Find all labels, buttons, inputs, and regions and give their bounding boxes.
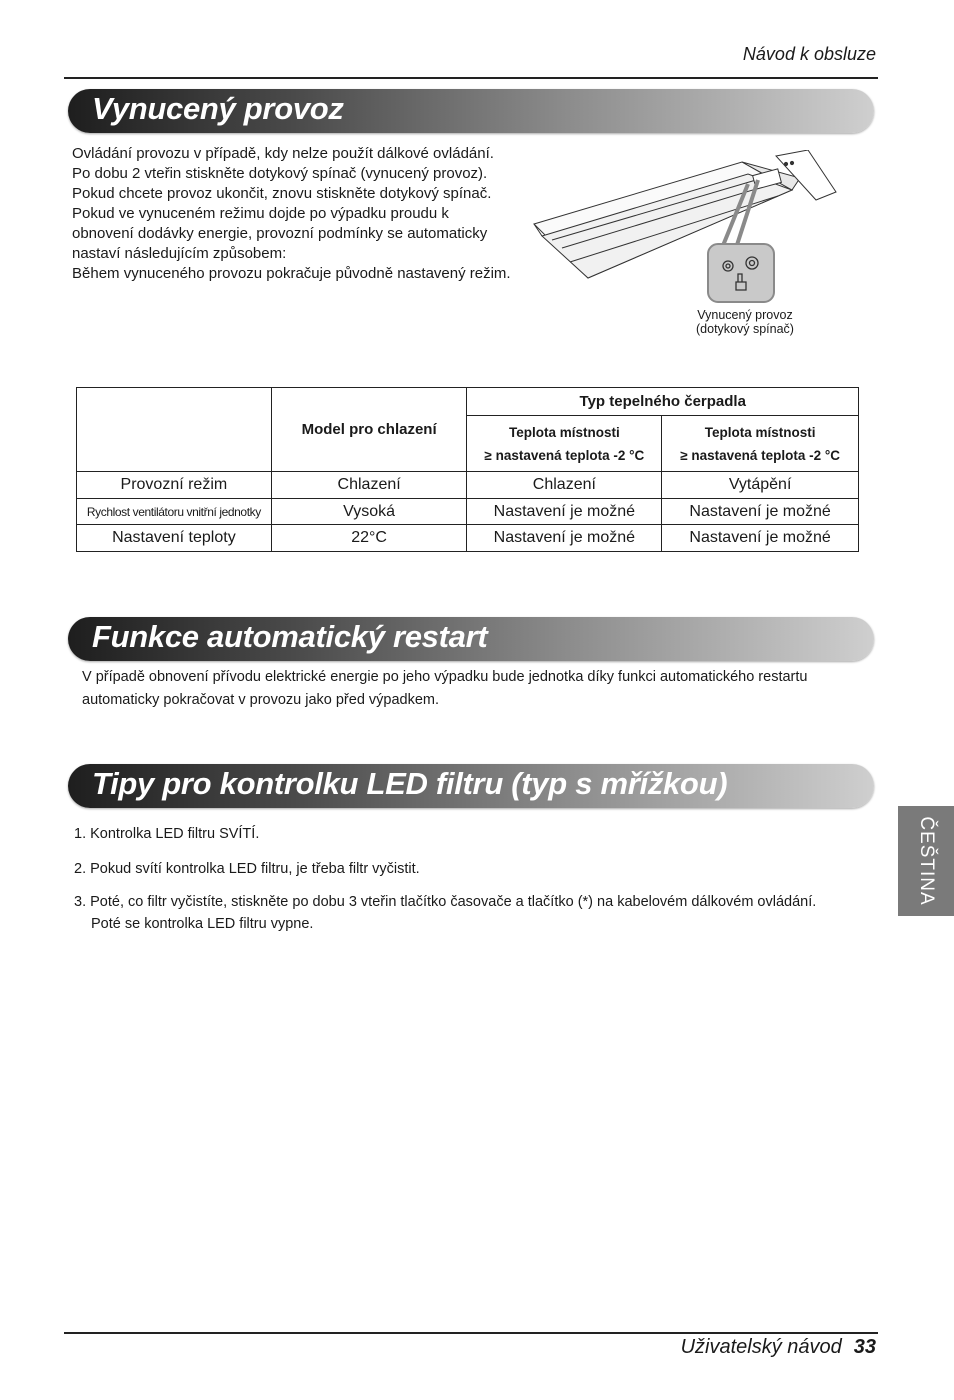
text-line: automaticky pokračovat v provozu jako před výpadkem. [82,692,440,708]
header-rule [64,77,878,79]
text-line: V případě obnovení přívodu elektrické energie po jeho výpadku bude jednotka díky funkci automatického restartu [82,669,808,685]
running-footer [681,1336,876,1359]
text-line: Po dobu 2 vteřin stiskněte dotykový spínač (vynucený provoz). [72,165,488,182]
text-line: obnovení dodávky energie, provozní podmínky se automaticky [72,225,488,242]
section-title-auto-restart: Funkce automatický restart [92,619,488,654]
table-row [77,525,859,552]
operation-conditions-table [76,387,859,552]
led-tip-item-continuation: Poté se kontrolka LED filtru vypne. [91,916,314,932]
row-label: Provozní režim [77,472,272,499]
led-tip-item: 2. Pokud svítí kontrolka LED filtru, je třeba filtr vyčistit. [74,861,420,877]
touch-switch-caption [682,308,808,336]
header-line: Teplota místnosti [704,424,816,440]
table-cell: Nastavení je možné [662,525,859,552]
table-cell: Nastavení je možné [467,525,662,552]
table-cell: Chlazení [271,472,467,499]
text-line: Pokud ve vynuceném režimu dojde po výpadku proudu k [72,205,449,222]
footer-title: Uživatelský návod [680,1336,842,1358]
header-line: ≥ nastavená teplota -2 °C [484,447,645,463]
section-bar-led-filter-tips [68,764,874,808]
language-tab-label: ČEŠTINA [916,816,937,906]
text-line: Ovládání provozu v případě, kdy nelze použít dálkové ovládání. [72,145,494,162]
page-number: 33 [853,1336,876,1358]
table-row [77,472,859,499]
text-line: Pokud chcete provoz ukončit, znovu stiskněte dotykový spínač. [72,185,492,202]
header-line: Teplota místnosti [508,424,620,440]
footer-rule [64,1332,878,1334]
header-room-temp-cell [662,416,859,472]
led-tip-item: 1. Kontrolka LED filtru SVÍTÍ. [74,826,260,842]
table-cell: Nastavení je možné [467,499,662,525]
running-header: Návod k obsluze [742,44,876,64]
language-tab [898,806,954,916]
auto-restart-text [82,666,807,712]
led-tip-item: 3. Poté, co filtr vyčistíte, stiskněte po dobu 3 vteřin tlačítko časovače a tlačítko (*) na kabelovém dálkovém ovládání. [74,894,817,910]
table-cell: Chlazení [467,472,662,499]
indoor-unit-diagram [530,150,850,310]
header-room-temp-cell [467,416,662,472]
caption-line: (dotykový spínač) [696,322,794,336]
table-cell: Nastavení je možné [662,499,859,525]
header-heat-pump: Typ tepelného čerpadla [467,388,859,416]
table-cell: Vytápění [662,472,859,499]
section-title-forced-operation: Vynucený provoz [92,91,344,126]
section-bar-forced-operation [68,89,874,133]
touch-switch-callout [708,244,774,302]
section-title-led-filter-tips: Tipy pro kontrolku LED filtru (typ s mřížkou) [92,766,728,801]
table-corner-cell [77,388,272,472]
header-cooling-model: Model pro chlazení [271,388,467,472]
header-line: ≥ nastavená teplota -2 °C [680,447,841,463]
caption-line: Vynucený provoz [697,308,793,322]
text-line: nastaví následujícím způsobem: [72,245,287,262]
table-cell: 22°C [271,525,467,552]
row-label: Nastavení teploty [77,525,272,552]
forced-operation-text [72,144,511,284]
table-row [77,499,859,525]
text-line: Během vynuceného provozu pokračuje původně nastavený režim. [72,265,511,282]
table-cell: Vysoká [271,499,467,525]
section-bar-auto-restart [68,617,874,661]
row-label: Rychlost ventilátoru vnitřní jednotky [77,499,272,525]
